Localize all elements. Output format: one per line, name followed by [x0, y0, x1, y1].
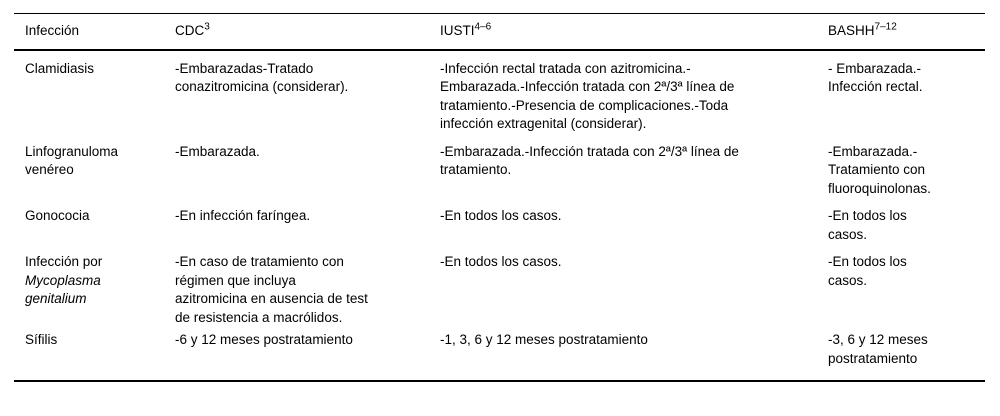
column-header-superscript: 7–12: [874, 21, 897, 33]
column-header-label: CDC: [175, 23, 205, 38]
infection-name: Linfogranuloma venéreo: [25, 143, 119, 177]
bashh-cell: -Embarazada.-Tratamiento con fluoroquinolonas.: [828, 143, 931, 196]
infection-name-cell: [25, 331, 175, 368]
infection-name-cell: [25, 207, 175, 244]
column-header-bashh: [828, 22, 985, 41]
cdc-cell: -6 y 12 meses postratamiento: [175, 332, 353, 347]
column-header-cdc: [175, 22, 440, 41]
bashh-cell: - Embarazada.-Infección rectal.: [828, 60, 923, 94]
follow-up-guidelines-table: [14, 13, 985, 382]
column-header-superscript: 3: [204, 21, 210, 33]
bashh-cell: -En todos los casos.: [828, 208, 907, 242]
column-header-label: Infección: [25, 23, 80, 38]
table-row-sifilis: [14, 327, 985, 368]
iusti-cell: -Infección rectal tratada con azitromicina.-Embarazada.-Infección tratada con 2ª/3ª línea de tratamiento.-Presencia de complicaciones.-Toda infección extragenital (considerar).: [440, 60, 735, 131]
infection-name: Infección por: [25, 254, 103, 269]
table-header-row: [14, 14, 985, 51]
iusti-cell: -En todos los casos.: [440, 254, 562, 269]
column-header-superscript: 4–6: [474, 21, 492, 33]
cdc-cell: -En infección faríngea.: [175, 208, 311, 223]
infection-name-cell: [25, 60, 175, 134]
table-row-mycoplasma: [14, 244, 985, 327]
cdc-cell: -En caso de tratamiento con régimen que incluya azitromicina en ausencia de test de resistencia a macrólidos.: [175, 254, 368, 325]
table-row-linfogranuloma: [14, 134, 985, 199]
table-row-gonococia: [14, 198, 985, 244]
infection-name-italic: Mycoplasma genitalium: [25, 272, 101, 306]
iusti-cell: -En todos los casos.: [440, 208, 562, 223]
infection-name-cell: [25, 253, 175, 327]
column-header-label: BASHH: [828, 23, 875, 38]
iusti-cell: -Embarazada.-Infección tratada con 2ª/3ª línea de tratamiento.: [440, 143, 739, 177]
table-row-clamidiasis: [14, 51, 985, 134]
bashh-cell: -En todos los casos.: [828, 254, 907, 288]
column-header-label: IUSTI: [440, 23, 475, 38]
cdc-cell: -Embarazada.: [175, 143, 260, 159]
column-header-infeccion: [25, 22, 175, 41]
iusti-cell: -1, 3, 6 y 12 meses postratamiento: [440, 332, 648, 347]
infection-name-cell: [25, 143, 175, 199]
cdc-cell: -Embarazadas-Tratado conazitromicina (considerar).: [175, 60, 349, 94]
column-header-iusti: [440, 22, 828, 41]
infection-name: Sífilis: [25, 332, 58, 347]
infection-name: Gonococia: [25, 208, 90, 223]
bashh-cell: -3, 6 y 12 meses postratamiento: [828, 332, 928, 366]
infection-name: Clamidiasis: [25, 60, 95, 76]
